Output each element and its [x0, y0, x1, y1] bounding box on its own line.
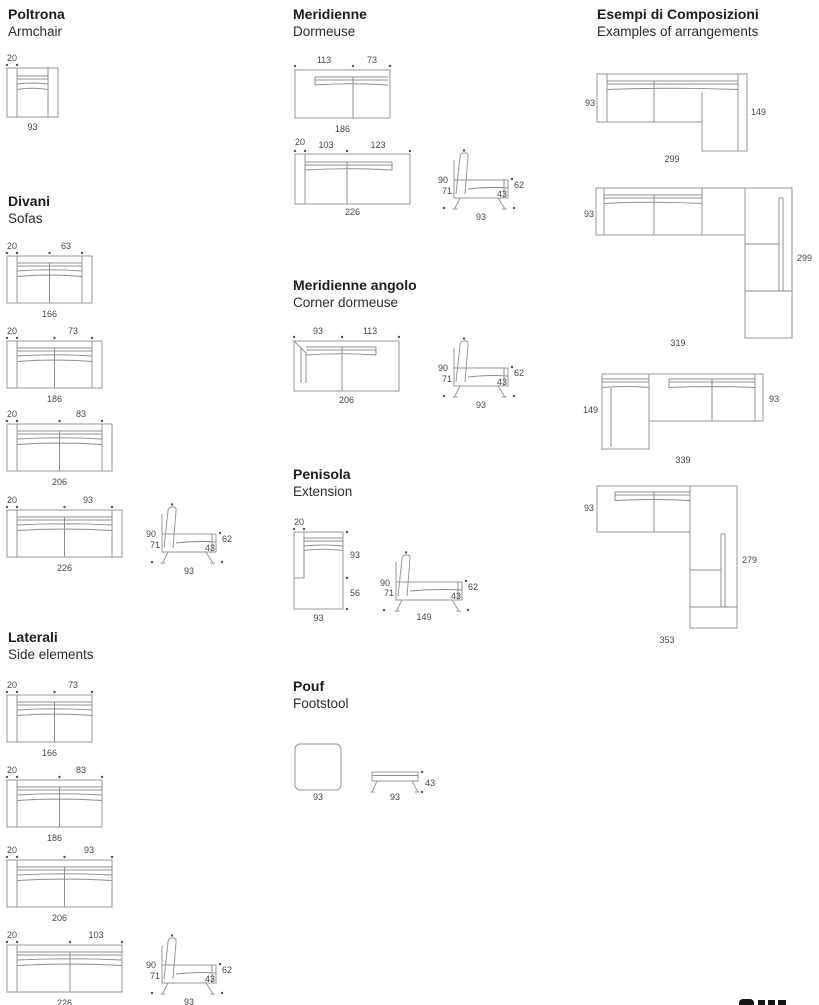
dim-arm: 20 — [6, 241, 18, 251]
dim-height: 90 — [437, 175, 448, 185]
section-subtitle: Extension — [293, 484, 353, 499]
dim-width: 93 — [389, 792, 401, 802]
dim-total: 166 — [41, 748, 58, 758]
section-subtitle: Examples of arrangements — [597, 24, 759, 39]
dim-right: 73 — [366, 55, 378, 65]
dim-seat-height: 43 — [204, 543, 215, 553]
section-subtitle: Armchair — [8, 24, 63, 39]
partial-logo-mark — [778, 1000, 786, 1005]
sofa-206-top-view-figure — [2, 408, 122, 490]
lateral-side-view-figure — [136, 933, 232, 1005]
dim-arm: 20 — [6, 409, 18, 419]
dim-total: 206 — [51, 913, 68, 923]
section-title: Divani — [8, 193, 51, 209]
dim-seat: 93 — [82, 495, 94, 505]
dim-seat-back-height: 62 — [514, 368, 525, 378]
dim-width: 93 — [27, 122, 38, 132]
dim-height: 90 — [437, 363, 448, 373]
dim-left: 93 — [312, 326, 324, 336]
pouf-side-drawing — [371, 771, 424, 793]
dim-leg-length: 279 — [742, 555, 758, 565]
dim-depth: 93 — [583, 209, 594, 219]
sofa-186-top-view-figure — [2, 325, 112, 407]
dim-depth: 93 — [475, 400, 487, 410]
section-heading-poltrona — [8, 6, 65, 40]
dim-width: 353 — [659, 635, 675, 645]
composition-drawing — [597, 486, 737, 628]
dim-depth: 93 — [475, 212, 487, 222]
lateral-206-top-view-figure — [2, 844, 122, 926]
dim-arm: 20 — [6, 845, 18, 855]
dim-seat: 83 — [75, 409, 87, 419]
dim-left: 113 — [316, 55, 332, 65]
composition-1-figure — [583, 66, 783, 166]
lateral-drawing — [6, 941, 123, 992]
dim-seat-back-height: 62 — [468, 582, 479, 592]
dim-total: 226 — [56, 998, 73, 1005]
composition-3-figure — [583, 366, 791, 471]
section-subtitle: Footstool — [293, 696, 349, 711]
dim-seat-height: 43 — [496, 189, 507, 199]
dim-depth: 93 — [183, 997, 195, 1005]
dim-seat-height: 43 — [204, 974, 215, 984]
sofa-drawing — [6, 420, 112, 471]
section-subtitle: Corner dormeuse — [293, 295, 399, 310]
section-heading-penisola — [293, 466, 352, 500]
partial-logo-mark — [758, 1000, 765, 1005]
pouf-drawing — [295, 744, 341, 790]
dim-seat-height: 43 — [450, 591, 461, 601]
section-subtitle: Side elements — [8, 647, 94, 662]
dim-back-height: 71 — [383, 588, 394, 598]
penisola-drawing — [293, 528, 348, 610]
section-heading-meridienne — [293, 6, 367, 40]
meridienne-side-view-figure — [428, 148, 524, 226]
dim-total: 206 — [338, 395, 355, 405]
section-title: Poltrona — [8, 6, 65, 22]
section-title: Meridienne — [293, 6, 367, 22]
dim-seat-depth: 93 — [350, 550, 361, 560]
meridienne-drawing — [294, 65, 391, 118]
dim-seat-back-height: 62 — [514, 180, 525, 190]
composition-drawing — [596, 188, 792, 338]
section-heading-divani — [8, 193, 50, 227]
dim-left: 103 — [318, 140, 334, 150]
dim-depth: 93 — [583, 503, 594, 513]
meridienne-186-top-view-figure — [288, 54, 398, 136]
lateral-166-top-view-figure — [2, 679, 102, 761]
section-title: Esempi di Composizioni — [597, 6, 759, 22]
section-heading-laterali — [8, 629, 94, 663]
section-heading-meridienne-angolo — [293, 277, 417, 311]
dim-width: 93 — [312, 792, 324, 802]
side-view-drawing — [151, 503, 223, 563]
dim-height: 90 — [145, 529, 156, 539]
dim-arm: 20 — [6, 930, 18, 940]
lateral-drawing — [6, 691, 93, 742]
dim-seat: 93 — [83, 845, 95, 855]
lateral-186-top-view-figure — [2, 764, 112, 846]
penisola-side-view-figure — [366, 550, 482, 626]
dim-seat-back-height: 62 — [222, 965, 233, 975]
dim-chaise-depth: 149 — [582, 405, 598, 415]
dim-arm: 20 — [6, 680, 18, 690]
composition-4-figure — [583, 480, 783, 652]
sofa-226-top-view-figure — [2, 494, 132, 576]
dim-width: 93 — [313, 613, 324, 623]
dim-total: 166 — [41, 309, 58, 319]
dim-back-height: 71 — [441, 374, 452, 384]
dim-seat: 73 — [67, 326, 79, 336]
side-view-drawing — [151, 934, 223, 994]
dim-arm: 20 — [6, 495, 18, 505]
dim-back-height: 71 — [149, 971, 160, 981]
dim-total: 206 — [51, 477, 68, 487]
penisola-top-view-figure — [290, 517, 370, 625]
section-heading-pouf — [293, 678, 349, 712]
dim-width: 299 — [664, 154, 680, 164]
dim-depth: 93 — [183, 566, 195, 576]
dim-arm: 20 — [6, 53, 18, 63]
dim-seat: 83 — [75, 765, 87, 775]
dim-arm: 20 — [6, 326, 18, 336]
lateral-drawing — [6, 776, 103, 827]
partial-logo-mark — [739, 999, 754, 1005]
dim-depth: 93 — [769, 394, 780, 404]
dim-total: 226 — [344, 207, 361, 217]
section-title: Pouf — [293, 678, 325, 694]
dim-depth: 93 — [584, 98, 595, 108]
section-subtitle: Dormeuse — [293, 24, 356, 39]
composition-drawing — [602, 374, 763, 449]
side-view-drawing — [383, 551, 469, 611]
dim-right: 113 — [362, 326, 378, 336]
section-title: Penisola — [293, 466, 351, 482]
dim-seat-back-height: 62 — [222, 534, 233, 544]
dim-arm: 20 — [294, 137, 306, 147]
section-title: Laterali — [8, 629, 58, 645]
dim-height: 43 — [425, 778, 436, 788]
dim-back-height: 71 — [441, 186, 452, 196]
dim-total: 186 — [334, 124, 351, 134]
side-view-drawing — [443, 337, 515, 397]
pouf-top-view-figure — [293, 742, 353, 804]
pouf-side-view-figure — [366, 765, 440, 803]
sofa-166-top-view-figure — [2, 240, 102, 322]
lateral-226-top-view-figure — [2, 929, 132, 1005]
dim-chaise-depth: 149 — [751, 107, 767, 117]
side-view-drawing — [443, 149, 515, 209]
dim-total: 226 — [56, 563, 73, 573]
partial-logo-mark — [768, 1000, 775, 1005]
dim-arm: 20 — [293, 517, 305, 527]
lateral-drawing — [6, 856, 113, 907]
dim-depth: 149 — [416, 612, 432, 622]
section-heading-composizioni — [597, 6, 759, 40]
composition-drawing — [597, 74, 747, 151]
sofa-drawing — [6, 337, 102, 388]
dim-seat: 73 — [67, 680, 79, 690]
sofa-drawing — [6, 506, 122, 557]
dim-right: 123 — [370, 140, 386, 150]
armchair-top-view-figure — [2, 52, 72, 136]
dim-back-height: 71 — [149, 540, 160, 550]
dim-seat: 63 — [60, 241, 72, 251]
dim-width: 319 — [670, 338, 686, 348]
dim-total: 186 — [46, 833, 63, 843]
dim-width: 339 — [675, 455, 691, 465]
dim-leg-length: 299 — [797, 253, 813, 263]
sofa-side-view-figure — [136, 502, 232, 580]
dim-seat-height: 43 — [496, 377, 507, 387]
meridienne-drawing — [294, 150, 411, 204]
corner-dormeuse-drawing — [293, 336, 400, 391]
dim-seat: 103 — [88, 930, 104, 940]
section-title: Meridienne angolo — [293, 277, 417, 293]
dim-height: 90 — [379, 578, 390, 588]
composition-2-figure — [583, 180, 819, 352]
dim-arm: 20 — [6, 765, 18, 775]
meridienne-226-top-view-figure — [288, 137, 420, 219]
sofa-drawing — [6, 252, 92, 303]
dim-total: 186 — [46, 394, 63, 404]
section-subtitle: Sofas — [8, 211, 43, 226]
dim-height: 90 — [145, 960, 156, 970]
corner-dormeuse-top-view-figure — [288, 325, 410, 407]
corner-dormeuse-side-view-figure — [428, 336, 524, 414]
armchair-drawing — [6, 64, 58, 117]
dim-extension-depth: 56 — [350, 588, 361, 598]
